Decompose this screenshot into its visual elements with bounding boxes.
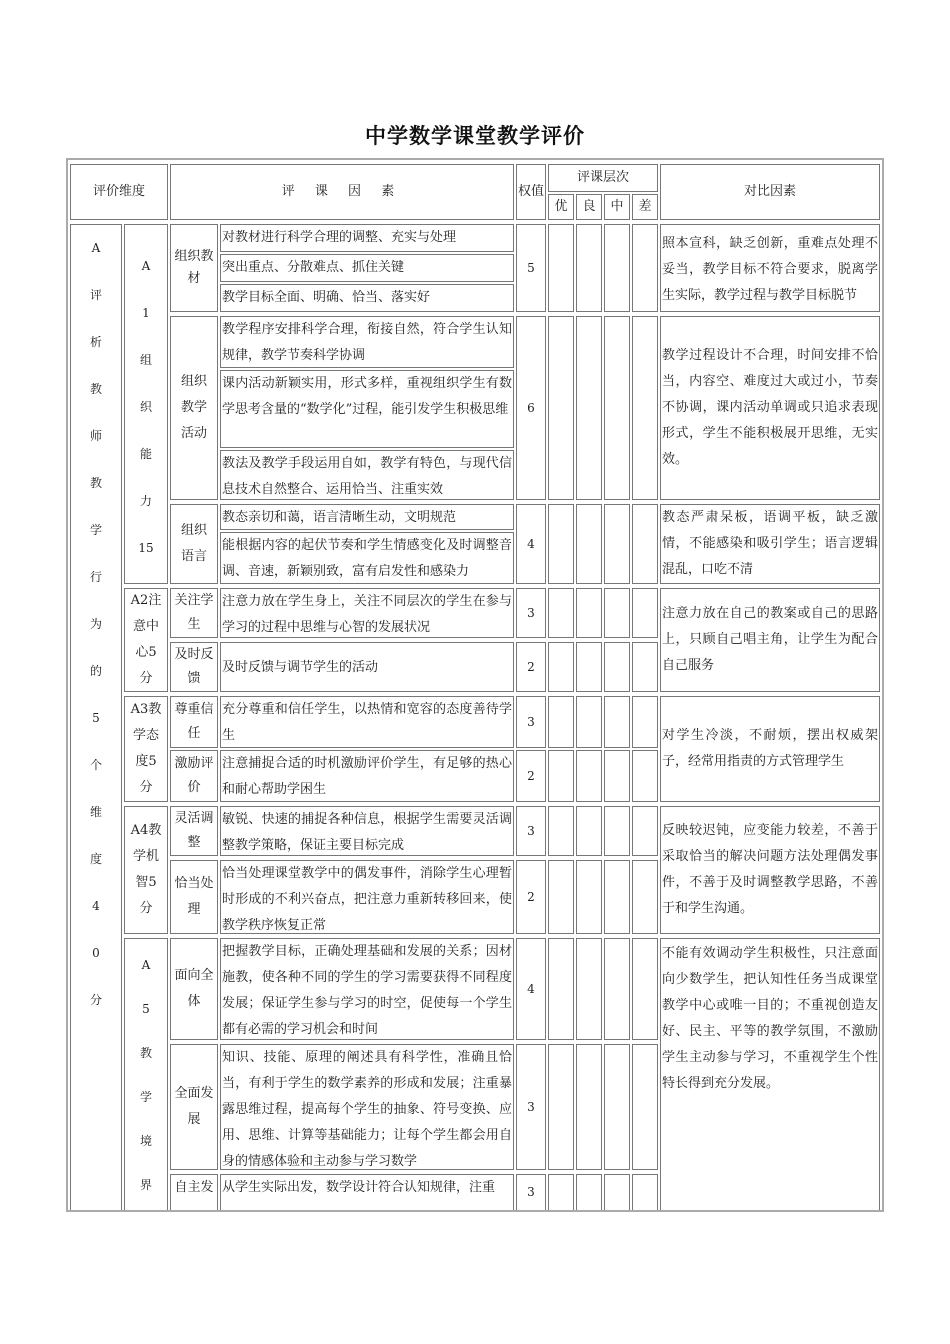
rating-cell-you[interactable] [548,316,574,500]
rating-cell-you[interactable] [548,750,574,802]
a1-weight-1: 5 [516,224,546,312]
header-level-you: 优 [548,194,574,220]
a5-weight-3: 3 [516,1174,546,1212]
header-level-cha: 差 [632,194,658,220]
rating-cell-you[interactable] [548,806,574,856]
rating-cell-liang[interactable] [576,316,602,500]
rating-cell-liang[interactable] [576,1174,602,1212]
rating-cell-cha[interactable] [632,750,658,802]
a4-group-adjust: 灵活调整 [170,806,218,856]
rating-cell-zhong[interactable] [604,1044,630,1170]
rating-cell-cha[interactable] [632,696,658,748]
rating-cell-liang[interactable] [576,588,602,638]
a4-label-cell [124,806,168,934]
rating-cell-zhong[interactable] [604,938,630,1040]
a4-weight-2: 2 [516,860,546,934]
rating-cell-liang[interactable] [576,750,602,802]
a5-group-all: 面向全体 [170,938,218,1040]
a3-group-encourage: 激励评价 [170,750,218,802]
evaluation-table [66,158,884,1212]
a4-weight-1: 3 [516,806,546,856]
header-dimension: 评价维度 [70,164,168,220]
a1-group-org-material: 组织教材 [170,224,218,312]
rating-cell-zhong[interactable] [604,1174,630,1212]
rating-cell-zhong[interactable] [604,860,630,934]
a1-group-org-language: 组织语言 [170,504,218,584]
a2-weight-1: 3 [516,588,546,638]
rating-cell-you[interactable] [548,224,574,312]
rating-cell-you[interactable] [548,588,574,638]
rating-cell-zhong[interactable] [604,588,630,638]
a2-item-2: 及时反馈与调节学生的活动 [220,642,514,692]
rating-cell-cha[interactable] [632,860,658,934]
dimension-a-cell [70,224,122,1212]
header-levels: 评课层次 [548,164,658,192]
a1-item-3: 教学目标全面、明确、恰当、落实好 [220,284,514,312]
a4-group-handle: 恰当处理 [170,860,218,934]
rating-cell-you[interactable] [548,504,574,584]
rating-cell-cha[interactable] [632,588,658,638]
a2-group-feedback: 及时反馈 [170,642,218,692]
rating-cell-you[interactable] [548,860,574,934]
contrast-a3: 对学生冷淡，不耐烦，摆出权威架子，经常用指责的方式管理学生 [660,696,880,802]
a1-weight-3: 4 [516,504,546,584]
a1-item-6: 教法及教学手段运用自如，教学有特色，与现代信息技术自然整合、运用恰当、注重实效 [220,450,514,500]
a5-weight-1: 4 [516,938,546,1040]
a3-group-respect: 尊重信任 [170,696,218,748]
a2-group-focus-students: 关注学生 [170,588,218,638]
a2-item-1: 注意力放在学生身上，关注不同层次的学生在参与学习的过程中思维与心智的发展状况 [220,588,514,638]
a2-label-cell [124,588,168,692]
a5-label-cell [124,938,168,1212]
rating-cell-liang[interactable] [576,806,602,856]
rating-cell-you[interactable] [548,938,574,1040]
rating-cell-cha[interactable] [632,1044,658,1170]
rating-cell-cha[interactable] [632,806,658,856]
a1-item-7: 教态亲切和蔼，语言清晰生动，文明规范 [220,504,514,530]
a5-label: A5教学境界 [139,958,152,1192]
contrast-a1-material: 照本宣科，缺乏创新，重难点处理不妥当，教学目标不符合要求，脱离学生实际，教学过程与教学目标脱节 [660,224,880,312]
a4-label: A4教学机智5分 [130,823,162,916]
contrast-a4: 反映较迟钝，应变能力较差，不善于采取恰当的解决问题方法处理偶发事件，不善于及时调整教学思路，不善于和学生沟通。 [660,806,880,934]
a3-item-1: 充分尊重和信任学生，以热情和宽容的态度善待学生 [220,696,514,748]
rating-cell-you[interactable] [548,1044,574,1170]
a3-label: A3教学态度5分 [130,702,162,795]
a2-label: A2注意中心5分 [130,593,162,686]
a1-item-4: 教学程序安排科学合理，衔接自然，符合学生认知规律，教学节奏科学协调 [220,316,514,368]
rating-cell-cha[interactable] [632,316,658,500]
rating-cell-you[interactable] [548,696,574,748]
a1-item-8: 能根据内容的起伏节奏和学生情感变化及时调整音调、音速，新颖别致，富有启发性和感染力 [220,532,514,584]
rating-cell-liang[interactable] [576,504,602,584]
rating-cell-zhong[interactable] [604,224,630,312]
rating-cell-zhong[interactable] [604,696,630,748]
rating-cell-you[interactable] [548,642,574,692]
a5-item-1: 把握教学目标，正确处理基础和发展的关系；因材施教，使各种不同的学生的学习需要获得不同程度发展；保证学生参与学习的时空，促使每一个学生都有必需的学习机会和时间 [220,938,514,1040]
rating-cell-zhong[interactable] [604,750,630,802]
rating-cell-zhong[interactable] [604,504,630,584]
rating-cell-you[interactable] [548,1174,574,1212]
a3-weight-2: 2 [516,750,546,802]
a1-group-org-activity: 组织教学活动 [170,316,218,500]
a5-item-3: 从学生实际出发，数学设计符合认知规律，注重 [220,1174,514,1212]
contrast-a2: 注意力放在自己的教案或自己的思路上，只顾自己唱主角，让学生为配合自己服务 [660,588,880,692]
a1-item-2: 突出重点、分散难点、抓住关键 [220,254,514,282]
a1-item-5: 课内活动新颖实用，形式多样，重视组织学生有数学思考含量的“数学化”过程，能引发学生积极思维 [220,370,514,448]
header-weight: 权值 [516,164,546,220]
rating-cell-liang[interactable] [576,938,602,1040]
a5-weight-2: 3 [516,1044,546,1170]
rating-cell-liang[interactable] [576,224,602,312]
a5-group-self-dev: 自主发 [170,1174,218,1212]
contrast-a5: 不能有效调动学生积极性，只注意面向少数学生，把认知性任务当成课堂教学中心或唯一目的；不重视创造友好、民主、平等的教学氛围，不激励学生主动参与学习，不重视学生个性特长得到充分发展。 [660,938,880,1212]
a1-item-1: 对教材进行科学合理的调整、充实与处理 [220,224,514,252]
dimension-a-label: A评析教师教学行为的5个维度40分 [89,241,102,1007]
rating-cell-liang[interactable] [576,696,602,748]
header-contrast: 对比因素 [660,164,880,220]
a4-item-2: 恰当处理课堂教学中的偶发事件，消除学生心理暂时形成的不利兴奋点，把注意力重新转移回来，使教学秩序恢复正常 [220,860,514,934]
a5-group-full-dev: 全面发展 [170,1044,218,1170]
rating-cell-liang[interactable] [576,642,602,692]
rating-cell-zhong[interactable] [604,642,630,692]
header-level-liang: 良 [576,194,602,220]
a3-label-cell [124,696,168,802]
a1-label-cell [124,224,168,584]
rating-cell-cha[interactable] [632,224,658,312]
rating-cell-cha[interactable] [632,1174,658,1212]
page-title: 中学数学课堂教学评价 [365,124,585,148]
rating-cell-liang[interactable] [576,1044,602,1170]
header-factors: 评 课 因 素 [170,164,514,220]
a1-weight-2: 6 [516,316,546,500]
rating-cell-cha[interactable] [632,938,658,1040]
a4-item-1: 敏锐、快速的捕捉各种信息，根据学生需要灵活调整教学策略，保证主要目标完成 [220,806,514,856]
a5-item-2: 知识、技能、原理的阐述具有科学性，准确且恰当，有利于学生的数学素养的形成和发展；注重暴露思维过程，提高每个学生的抽象、符号变换、应用、思维、计算等基础能力；让每个学生都会用自身的情感体验和主动参与学习数学 [220,1044,514,1170]
a3-item-2: 注意捕捉合适的时机激励评价学生，有足够的热心和耐心帮助学困生 [220,750,514,802]
contrast-a1-activity: 教学过程设计不合理，时间安排不恰当，内容空、难度过大或过小，节奏不协调，课内活动单调或只追求表现形式，学生不能积极展开思维，无实效。 [660,316,880,500]
a3-weight-1: 3 [516,696,546,748]
rating-cell-cha[interactable] [632,642,658,692]
header-level-zhong: 中 [604,194,630,220]
contrast-a1-language: 教态严肃呆板，语调平板，缺乏激情，不能感染和吸引学生；语言逻辑混乱，口吃不清 [660,504,880,584]
rating-cell-zhong[interactable] [604,806,630,856]
rating-cell-zhong[interactable] [604,316,630,500]
rating-cell-liang[interactable] [576,860,602,934]
rating-cell-cha[interactable] [632,504,658,584]
a2-weight-2: 2 [516,642,546,692]
a1-label: A1组织能力15 [138,259,154,555]
